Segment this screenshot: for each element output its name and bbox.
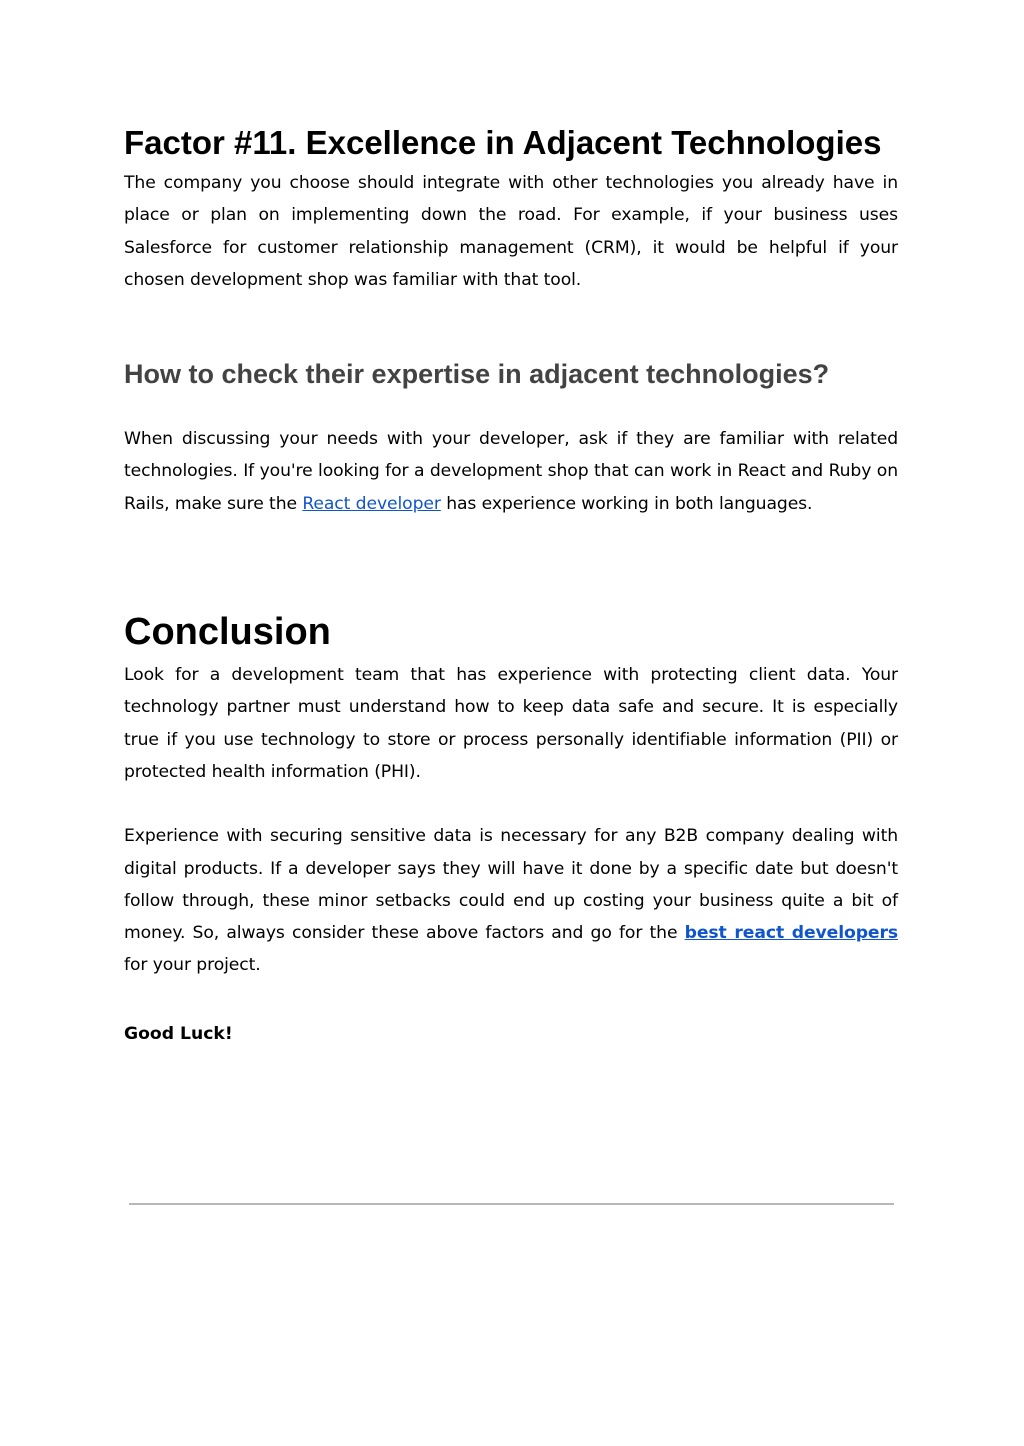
check-expertise-paragraph xyxy=(124,423,898,520)
best-react-developers-link[interactable]: best react developers xyxy=(684,923,898,944)
factor-11-paragraph: The company you choose should integrate with other technologies you already have in place or plan on implementing down the road. For example, if your business uses Salesforce for customer relationship management (CRM), it would be helpful if your chosen development shop was familiar with that tool. xyxy=(124,173,898,290)
conclusion-paragraph-2 xyxy=(124,820,898,981)
factor-11-heading xyxy=(124,120,898,165)
conclusion-heading: Conclusion xyxy=(124,611,331,654)
conclusion-paragraph-2-text-after: for your project. xyxy=(124,955,261,976)
horizontal-divider xyxy=(129,1203,894,1205)
react-developer-link[interactable]: React developer xyxy=(302,493,441,514)
factor-11-heading-text: Factor #11. Excellence in Adjacent Technologies xyxy=(124,124,882,161)
conclusion-paragraph-1: Look for a development team that has experience with protecting client data. Your technology partner must understand how to keep data safe and secure. It is especially true if you use technology to store or process personally identifiable information (PII) or protected health information (PHI). xyxy=(124,665,898,782)
good-luck-text: Good Luck! xyxy=(124,1023,233,1044)
document-page xyxy=(124,120,898,1050)
check-expertise-heading: How to check their expertise in adjacent technologies? xyxy=(124,359,830,390)
check-paragraph-text-before: When discussing your needs with your developer, ask if they are familiar with related technologies. If you're looking for a development shop that can work in React and Ruby on Rails, make sure the xyxy=(124,429,898,514)
conclusion-paragraph-2-text-before: Experience with securing sensitive data is necessary for any B2B company dealing with digital products. If a developer says they will have it done by a specific date but doesn't follow through, these minor setbacks could end up costing your business quite a bit of money. So, always consider these above factors and go for the xyxy=(124,826,898,944)
check-paragraph-text-after: has experience working in both languages. xyxy=(440,493,813,514)
